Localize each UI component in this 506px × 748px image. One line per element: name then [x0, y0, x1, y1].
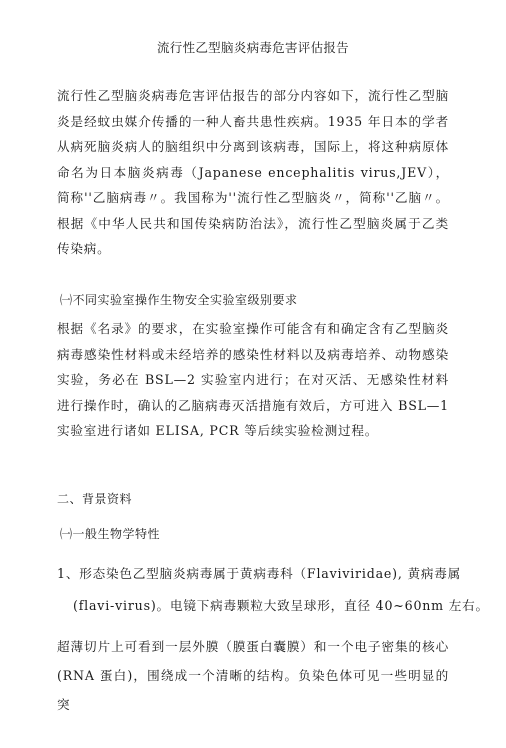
- biology-subheading: ㈠一般生物学特性: [60, 527, 161, 541]
- document-title: 流行性乙型脑炎病毒危害评估报告: [156, 40, 349, 55]
- background-heading: 二、背景资料: [57, 492, 133, 506]
- morphology-item: [57, 558, 489, 622]
- intro-paragraph: 流行性乙型脑炎病毒危害评估报告的部分内容如下，流行性乙型脑炎是经蚊虫媒介传播的一种人畜共患性疾病。1935 年日本的学者从病死脑炎病人的脑组织中分离到该病毒，国际上，将这种病原体命名为日本脑炎病毒（Japanese encephalitis virus,JEV），简称''乙脑病毒〃。我国称为''流行性乙型脑炎〃，简称''乙脑〃。根据《中华人民共和国传染病防治法》，流行性乙型脑炎属于乙类传染病。: [57, 88, 449, 256]
- morphology-line-2: (flavi-virus)。电镜下病毒颗粒大致呈球形，直径 40~60nm 左右。: [73, 598, 489, 613]
- morphology-line-1: 1、形态染色乙型脑炎病毒属于黄病毒科（Flaviviridae), 黄病毒属: [57, 566, 462, 581]
- ultrastructure-paragraph: 超薄切片上可看到一层外膜（膜蛋白囊膜）和一个电子密集的核心(RNA 蛋白)，围绕成一个清晰的结构。负染色体可见一些明显的突: [57, 639, 449, 712]
- lab-requirements-heading: ㈠不同实验室操作生物安全实验室级别要求: [60, 293, 298, 307]
- lab-requirements-paragraph: 根据《名录》的要求，在实验室操作可能含有和确定含有乙型脑炎病毒感染性材料或未经培养的感染性材料以及病毒培养、动物感染实验，务必在 BSL—2 实验室内进行；在对灭活、无感染性材料进行操作时，确认的乙脑病毒灭活措施有效后，方可进入 BSL—1 实验室进行诸如 ELISA, PCR 等后续实验检测过程。: [57, 321, 449, 438]
